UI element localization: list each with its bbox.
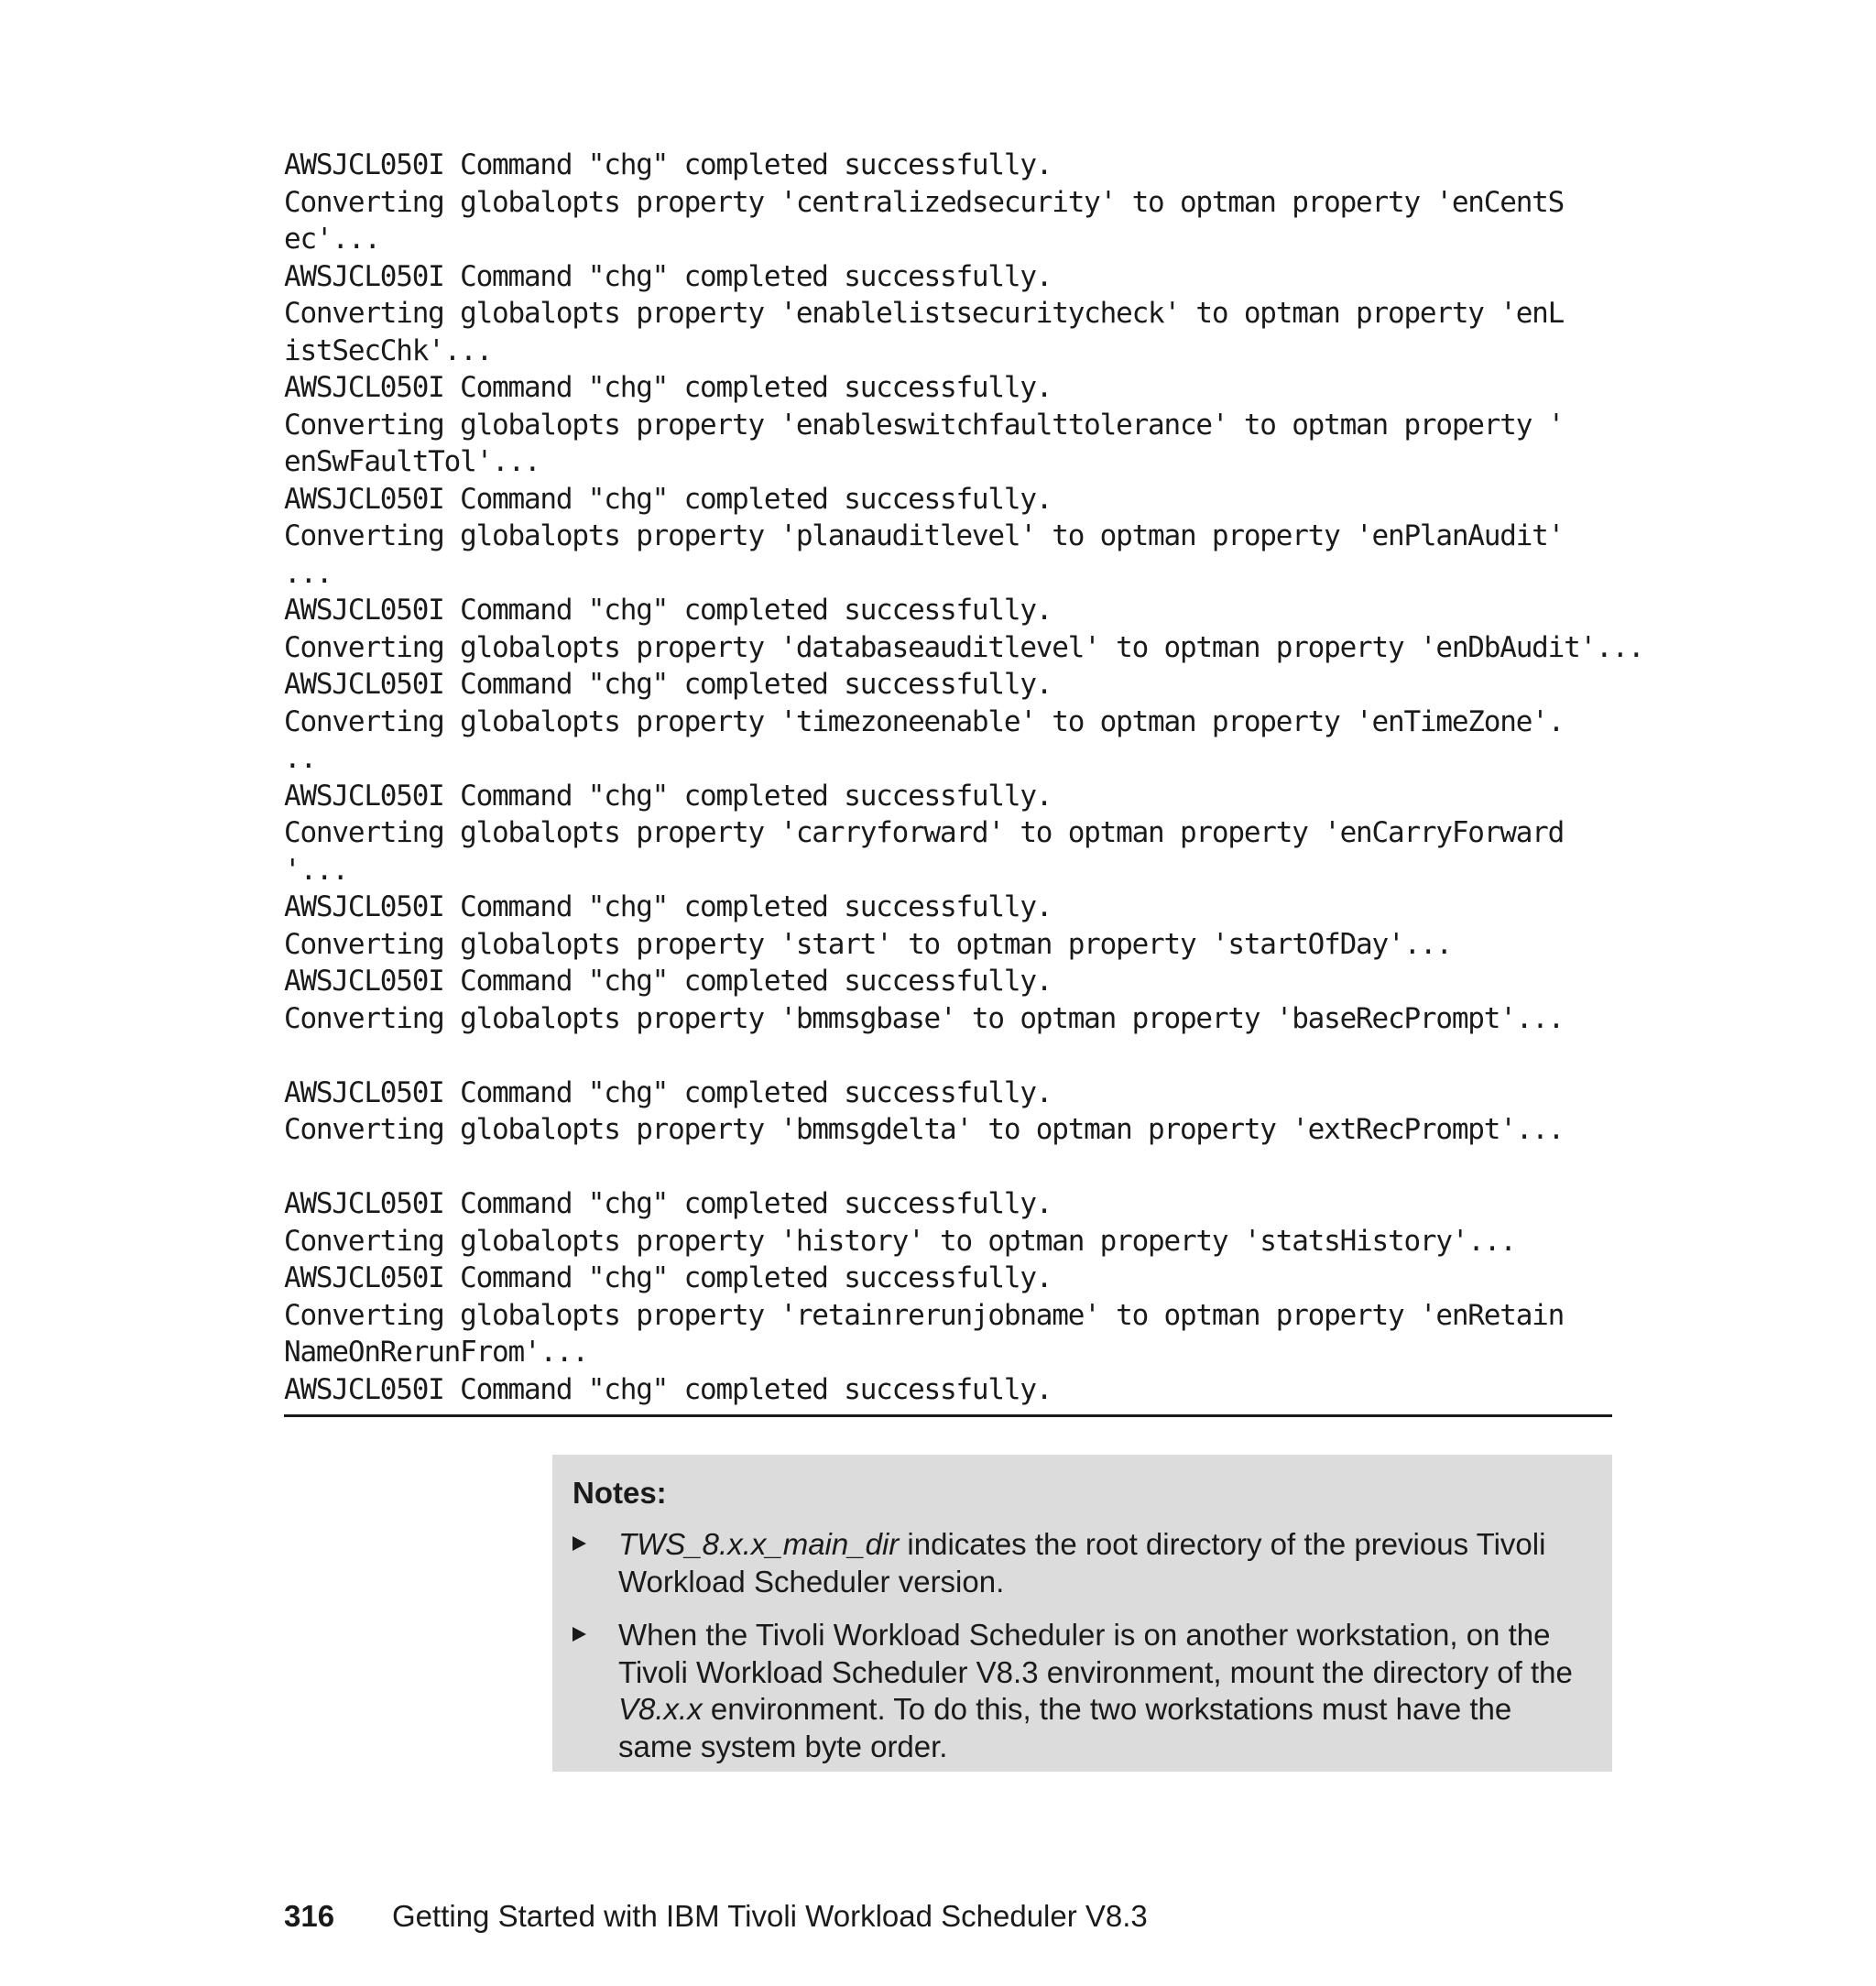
book-title: Getting Started with IBM Tivoli Workload Scheduler V8.3 [392,1899,1148,1933]
code-line: AWSJCL050I Command "chg" completed successfully. [284,482,1053,516]
code-line: AWSJCL050I Command "chg" completed successfully. [284,779,1053,813]
code-line [284,1149,1612,1186]
notes-box [552,1455,1612,1772]
code-line: AWSJCL050I Command "chg" completed successfully. [284,965,1053,998]
code-line: AWSJCL050I Command "chg" completed successfully. [284,259,1053,293]
triangle-bullet-icon [573,1536,586,1551]
code-line: AWSJCL050I Command "chg" completed successfully. [284,1372,1053,1406]
note-emphasis: TWS_8.x.x_main_dir [618,1527,900,1561]
triangle-bullet-icon [573,1627,586,1642]
code-line: NameOnRerunFrom'... [284,1336,588,1369]
code-listing [284,147,1644,1408]
code-line: Converting globalopts property 'planauditlevel' to optman property 'enPlanAudit' [284,519,1565,552]
notes-title: Notes: [573,1476,667,1510]
code-line: istSecChk'... [284,333,493,367]
code-line: AWSJCL050I Command "chg" completed successfully. [284,890,1053,923]
code-line: Converting globalopts property 'retainrerunjobname' to optman property 'enRetain [284,1298,1565,1332]
note-emphasis: V8.x.x [618,1692,703,1726]
code-line: AWSJCL050I Command "chg" completed successfully. [284,668,1053,701]
code-line: Converting globalopts property 'history' to optman property 'statsHistory'... [284,1224,1516,1258]
page-number: 316 [284,1899,335,1933]
note-text: environment. To do this, the two workstations must have the same system byte order. [618,1692,1512,1763]
code-line [284,1037,1612,1075]
note-text: When the Tivoli Workload Scheduler is on another workstation, on the Tivoli Workload Scheduler V8.3 environment, mount the directory of the [618,1618,1573,1689]
code-line: Converting globalopts property 'enablelistsecuritycheck' to optman property 'enL [284,297,1565,330]
code-line: enSwFaultTol'... [284,445,540,478]
code-line: Converting globalopts property 'centralizedsecurity' to optman property 'enCentS [284,185,1565,219]
note-item [573,1526,1590,1600]
code-line: Converting globalopts property 'enableswitchfaulttolerance' to optman property ' [284,408,1565,442]
code-line: ... [284,556,333,590]
code-line: Converting globalopts property 'bmmsgdelta' to optman property 'extRecPrompt'... [284,1113,1565,1146]
note-text: indicates the root directory of the previous Tivoli Workload Scheduler version. [618,1527,1546,1599]
code-line: Converting globalopts property 'bmmsgbase' to optman property 'baseRecPrompt'... [284,1001,1565,1035]
code-line: .. [284,742,316,775]
page-footer [284,1898,1148,1935]
note-item [573,1617,1590,1765]
code-line: AWSJCL050I Command "chg" completed successfully. [284,594,1053,627]
code-line: AWSJCL050I Command "chg" completed successfully. [284,371,1053,404]
code-line: '... [284,853,348,887]
code-line: AWSJCL050I Command "chg" completed successfully. [284,1187,1053,1220]
code-line: AWSJCL050I Command "chg" completed successfully. [284,148,1053,181]
code-line: Converting globalopts property 'carryforward' to optman property 'enCarryForward [284,816,1565,849]
code-line: Converting globalopts property 'timezoneenable' to optman property 'enTimeZone'. [284,704,1565,738]
code-line: Converting globalopts property 'databaseauditlevel' to optman property 'enDbAudit'... [284,630,1644,664]
code-line: Converting globalopts property 'start' to optman property 'startOfDay'... [284,927,1452,961]
code-line: ec'... [284,223,380,256]
horizontal-rule [284,1414,1612,1417]
code-line: AWSJCL050I Command "chg" completed successfully. [284,1075,1053,1109]
code-line: AWSJCL050I Command "chg" completed successfully. [284,1261,1053,1294]
